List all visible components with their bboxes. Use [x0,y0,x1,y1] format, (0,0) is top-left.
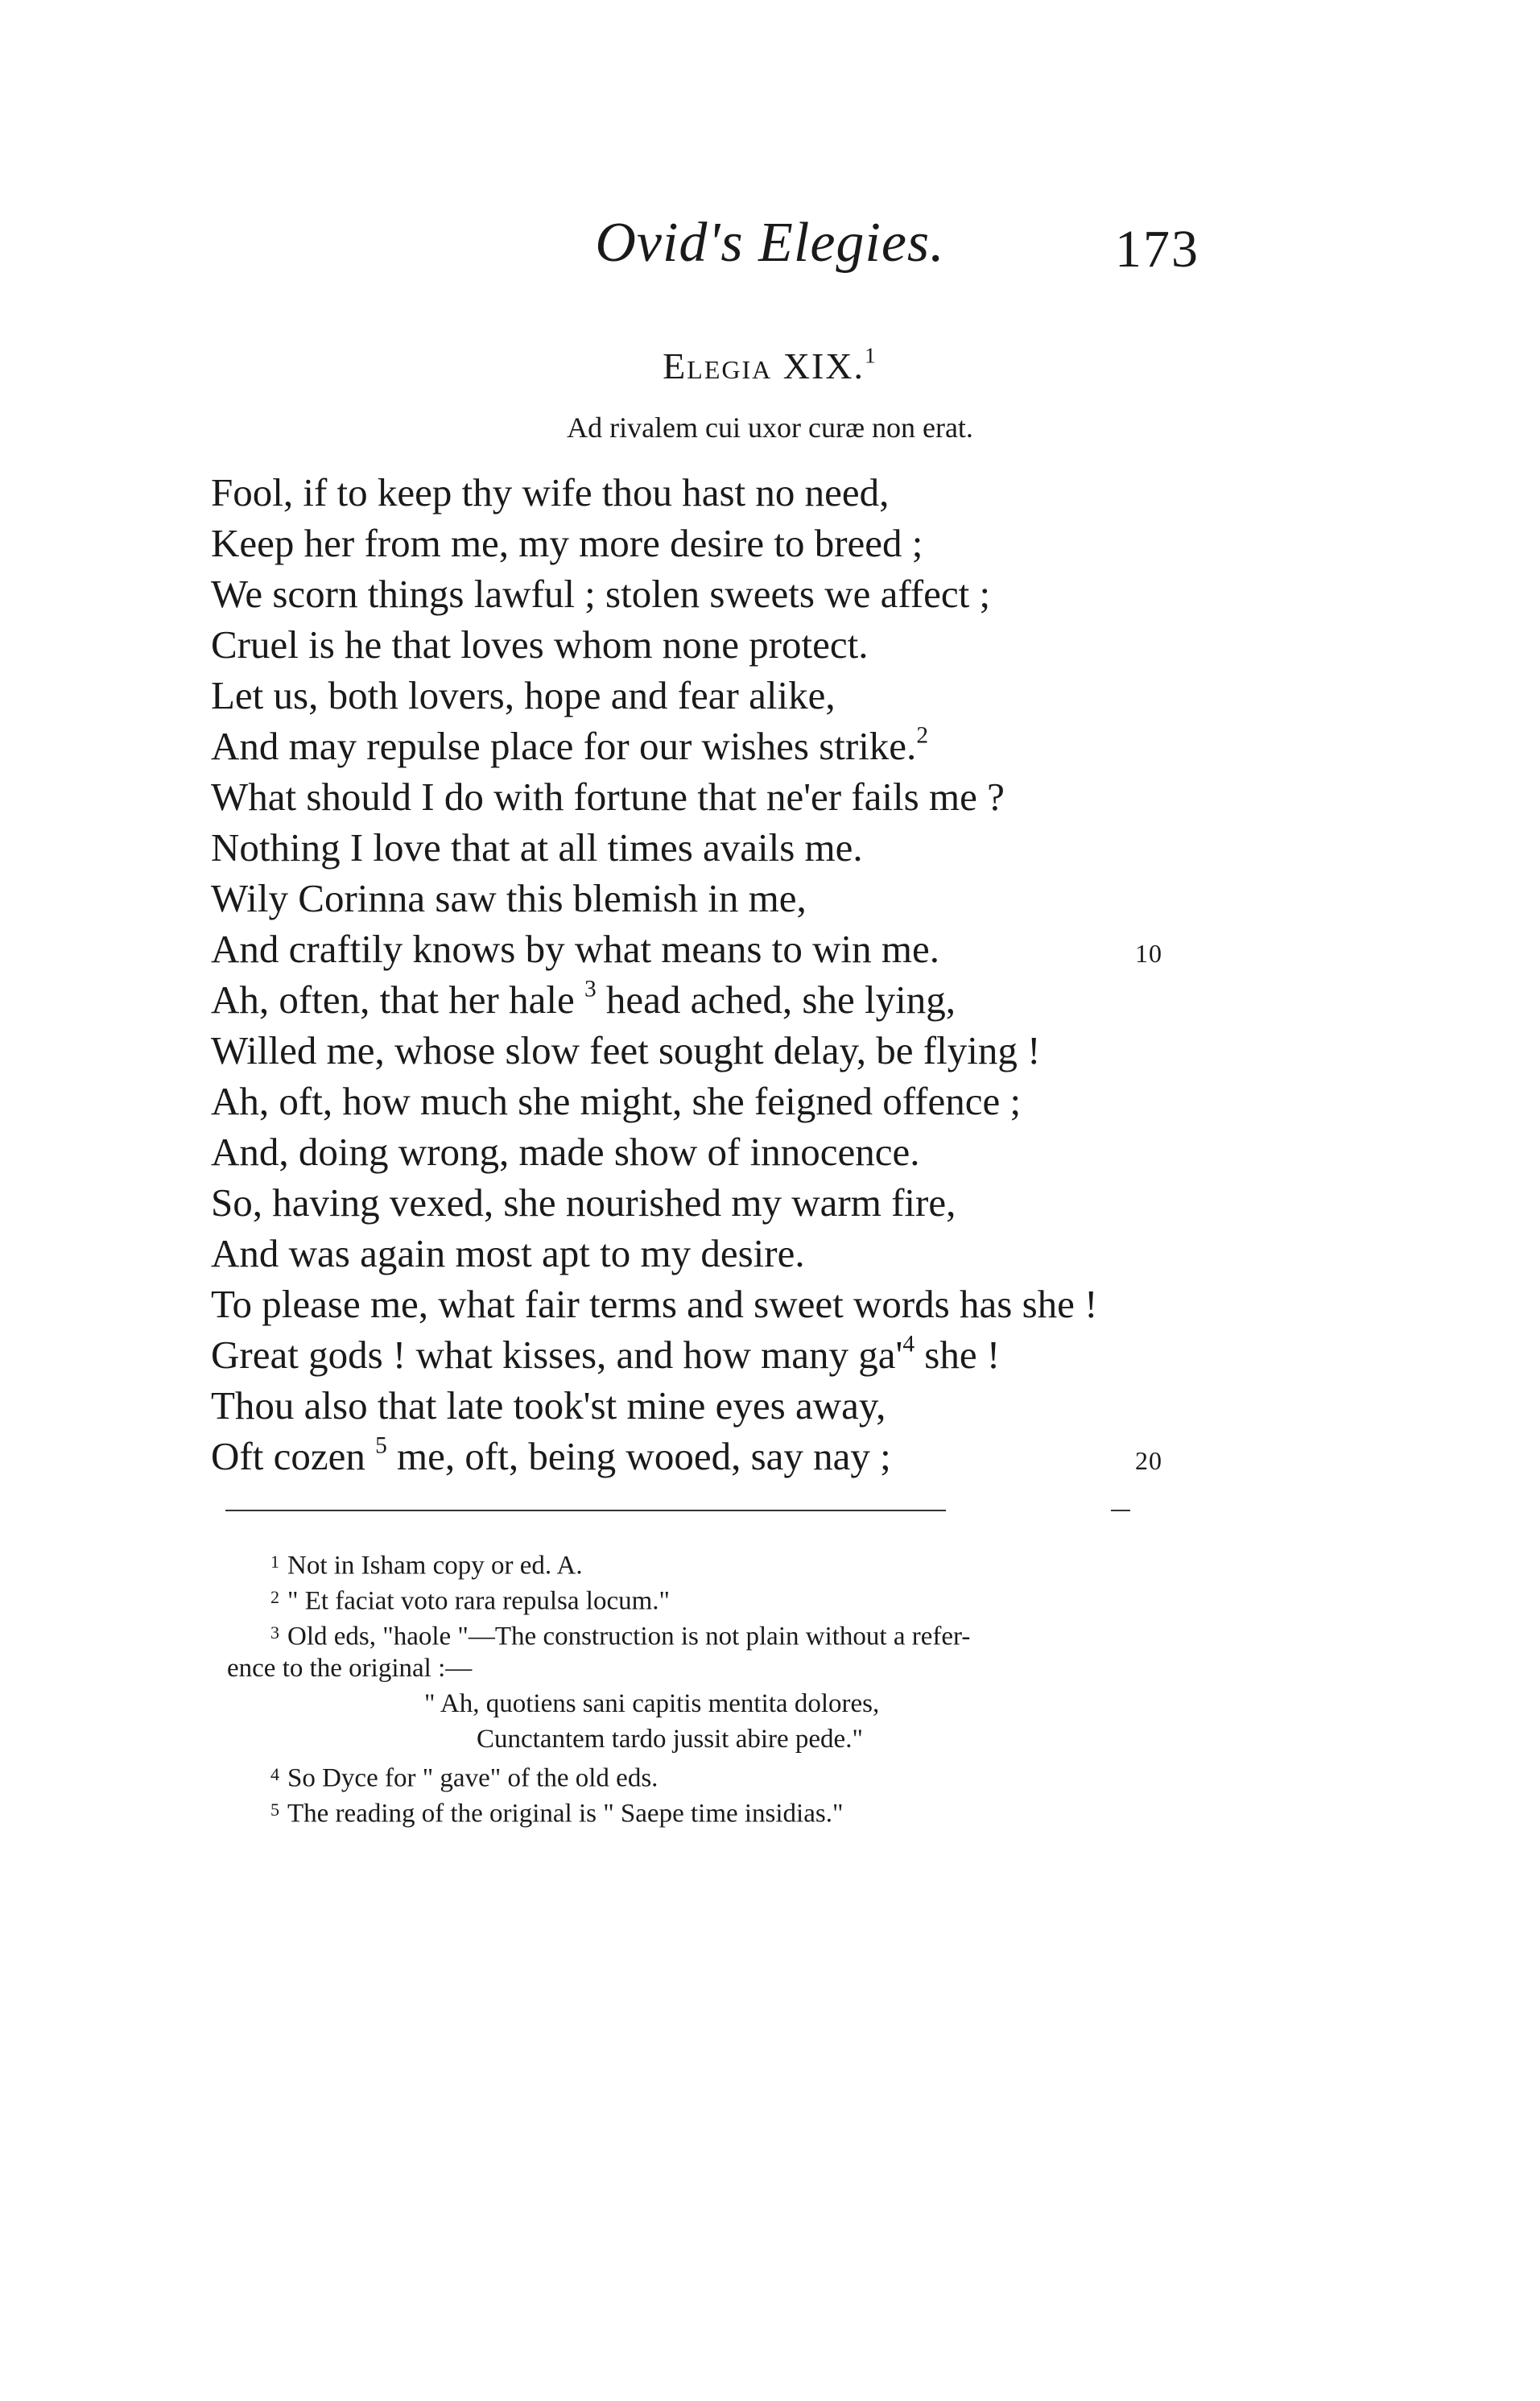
elegia-label: Elegia [663,345,773,386]
divider-dash [1111,1510,1130,1511]
poem-line: Great gods ! what kisses, and how many $ga'^4$ she ! [211,1331,1001,1377]
poem-line: What should I do with fortune that ne'er fails me ? [211,775,1005,819]
poem-line: Keep her from me, my more desire to breed ; [211,521,923,565]
page-number: 173 [1115,220,1199,279]
elegia-subtitle: Ad rivalem cui uxor curæ non erat. [567,411,973,444]
poem-line: Oft cozen $^5$ me, oft, being wooed, say nay ; 20 [211,1431,1257,1482]
poem-line: Wily Corinna saw this blemish in me, [211,876,807,920]
poem-line: And, doing wrong, made show of innocence. [211,1130,920,1174]
footnote: $^1$ Not in Isham copy or ed. A. [270,1551,583,1581]
footnote-ref: 4 [902,1331,915,1358]
poem-line: Ah, oft, how much she might, she feigned offence ; [211,1079,1022,1123]
line-number: 20 [1135,1446,1162,1475]
footnote-quote: " Ah, quotiens sani capitis mentita dolores, [424,1689,880,1718]
elegia-heading [0,342,1540,387]
poem-line: Ah, often, that her hale $^3$ head ached, she lying, [211,976,956,1022]
footnote: $^5$ The reading of the original is " Saepe time insidias." [270,1799,844,1829]
footnote: $^3$ Old eds, "haole "—The construction is not plain without a refer- [270,1622,971,1651]
poem-line: And may repulse place for our wishes strike.$^2$ [211,722,929,768]
poem-line: We scorn things lawful ; stolen sweets we affect ; [211,572,991,616]
line-number: 10 [1135,939,1162,968]
poem-line: Cruel is he that loves whom none protect. [211,622,869,667]
footnote: $^2$ " Et faciat voto rara repulsa locum." [270,1586,671,1616]
poem-line: Thou also that late took'st mine eyes away, [211,1383,886,1428]
poem-line: Let us, both lovers, hope and fear alike, [211,673,836,717]
poem-line: Willed me, whose slow feet sought delay, be flying ! [211,1028,1041,1072]
poem-line: Fool, if to keep thy wife thou hast no need, [211,470,890,514]
poem-line: Nothing I love that at all times avails me. [211,825,863,870]
elegia-number: XIX. [782,345,865,386]
footnote-ref: 3 [584,976,597,1002]
footnote: $^4$ So Dyce for " gave" of the old eds. [270,1763,659,1793]
poem-line: To please me, what fair terms and sweet words has she ! [211,1282,1098,1326]
footnotes [227,1544,1217,1828]
footnote-ref: 5 [375,1432,387,1459]
poem-line: So, having vexed, she nourished my warm fire, [211,1180,956,1225]
page-title: Ovid's Elegies. [595,212,945,274]
footnote-divider [225,1510,946,1511]
poem-line: And was again most apt to my desire. [211,1231,805,1275]
footnote-quote: Cunctantem tardo jussit abire pede." [477,1725,863,1754]
footnote-ref: 2 [916,722,929,749]
footnote-ref: 1 [865,342,877,368]
footnote-continuation: ence to the original :— [227,1654,473,1683]
poem [211,467,1257,1482]
poem-line: And craftily knows by what means to win me. 10 [211,924,1257,974]
